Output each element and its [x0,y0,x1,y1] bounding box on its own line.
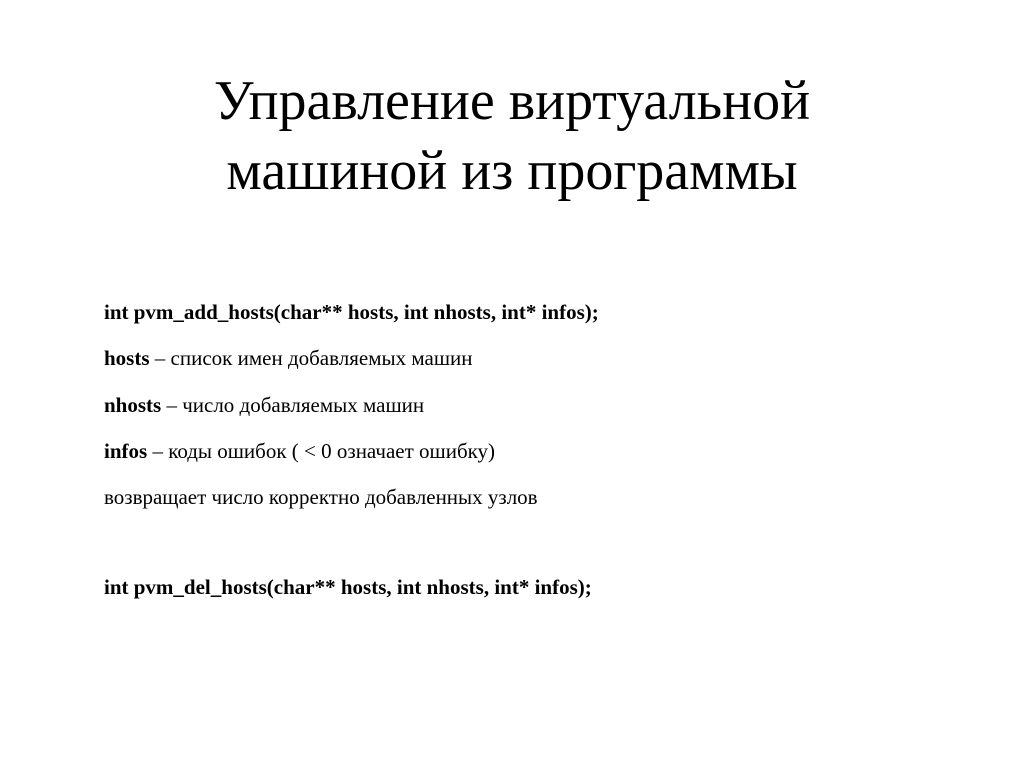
function-signature: int pvm_del_hosts(char** hosts, int nhosts, int* infos); [104,575,592,599]
function-signature: int pvm_add_hosts(char** hosts, int nhosts, int* infos); [104,300,599,324]
param-term: infos [104,439,148,463]
param-term: nhosts [104,393,162,417]
param-description: – список имен добавляемых машин [149,346,473,370]
param-nhosts [104,389,424,421]
title-line-2: машиной из программы [226,140,798,202]
param-description: – коды ошибок ( < 0 означает ошибку) [147,439,496,463]
slide-title [0,66,1024,206]
param-description: – число добавляемых машин [161,393,425,417]
code-line-del-hosts [104,571,592,603]
param-term: hosts [104,346,150,370]
param-hosts [104,342,473,374]
param-infos [104,435,495,467]
title-line-1: Управление виртуальной [213,70,811,132]
code-line-add-hosts [104,296,599,328]
return-text: возвращает число корректно добавленных узлов [104,485,538,509]
return-description [104,481,538,513]
